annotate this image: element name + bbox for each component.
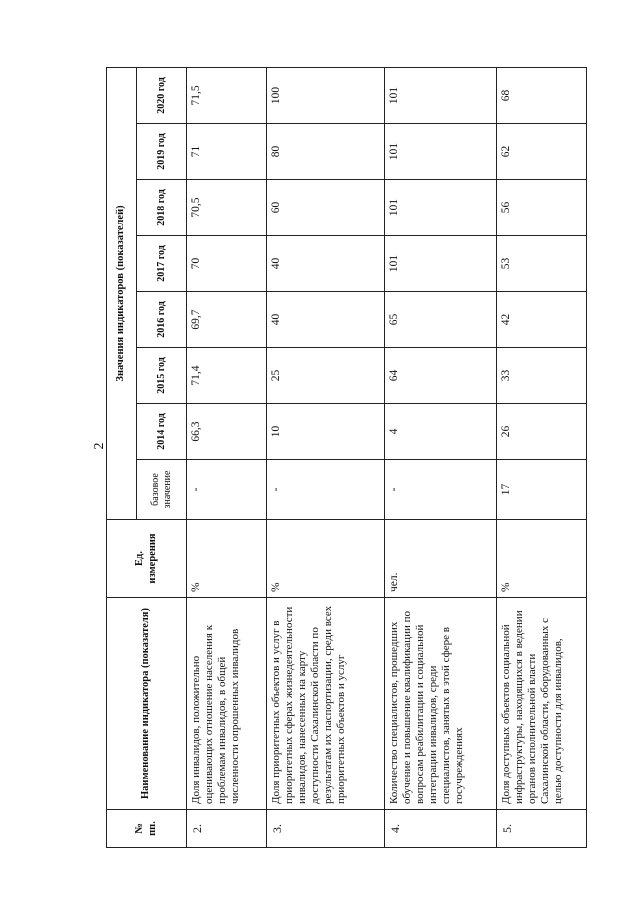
header-row-top [107, 67, 137, 847]
unit-cell: % [267, 520, 385, 598]
year-value: 65 [385, 292, 497, 348]
indicator-name: Доля инвалидов, положительно оценивающих отношение населения к проблемам инвалидов, в общей численности опрошенных инвалидов [187, 598, 267, 810]
year-value: 100 [267, 67, 385, 123]
table-row [267, 67, 385, 847]
indicator-name: Количество специалистов, прошедших обучение и повышение квалификации по вопросам реабилитации и социальной интеграции инвалидов, среди специалистов, занятых в этой сфере в госучреждениях [385, 598, 497, 810]
indicator-table [106, 67, 587, 848]
year-value: 53 [497, 236, 587, 292]
indicator-name: Доля доступных объектов социальной инфраструктуры, находящихся в ведении органов исполнительной власти Сахалинской области, оборудованных с целью доступности для инвалидов, [497, 598, 587, 810]
header-num: № пп. [107, 810, 187, 848]
year-value: 64 [385, 348, 497, 404]
header-year: 2016 год [137, 292, 187, 348]
year-value: 40 [267, 236, 385, 292]
year-value: 71 [187, 124, 267, 180]
year-value: 101 [385, 67, 497, 123]
year-value: 10 [267, 404, 385, 460]
header-year: 2017 год [137, 236, 187, 292]
base-value: 17 [497, 460, 587, 520]
header-unit: Ед. измерения [107, 520, 187, 598]
year-value: 60 [267, 180, 385, 236]
year-value: 42 [497, 292, 587, 348]
page-number: 2 [92, 442, 107, 450]
unit-cell: чел. [385, 520, 497, 598]
year-value: 70 [187, 236, 267, 292]
header-base: базовое значение [137, 460, 187, 520]
header-year: 2020 год [137, 67, 187, 123]
year-value: 33 [497, 348, 587, 404]
base-value: - [187, 460, 267, 520]
year-value: 70,5 [187, 180, 267, 236]
year-value: 4 [385, 404, 497, 460]
year-value: 56 [497, 180, 587, 236]
base-value: - [385, 460, 497, 520]
year-value: 101 [385, 124, 497, 180]
year-value: 71,5 [187, 67, 267, 123]
year-value: 80 [267, 124, 385, 180]
year-value: 66,3 [187, 404, 267, 460]
row-num: 5. [497, 810, 587, 848]
row-num: 2. [187, 810, 267, 848]
table-row [385, 67, 497, 847]
year-value: 26 [497, 404, 587, 460]
base-value: - [267, 460, 385, 520]
year-value: 71,4 [187, 348, 267, 404]
header-year: 2019 год [137, 124, 187, 180]
unit-cell: % [187, 520, 267, 598]
year-value: 25 [267, 348, 385, 404]
year-value: 62 [497, 124, 587, 180]
year-value: 101 [385, 180, 497, 236]
year-value: 101 [385, 236, 497, 292]
rotated-page-content [106, 68, 586, 848]
table-row [497, 67, 587, 847]
header-values-group: Значения индикаторов (показателей) [107, 67, 137, 519]
header-year: 2014 год [137, 404, 187, 460]
year-value: 68 [497, 67, 587, 123]
year-value: 69,7 [187, 292, 267, 348]
row-num: 3. [267, 810, 385, 848]
year-value: 40 [267, 292, 385, 348]
header-name: Наименование индикатора (показателя) [107, 598, 187, 810]
table-row [187, 67, 267, 847]
header-year: 2018 год [137, 180, 187, 236]
header-year: 2015 год [137, 348, 187, 404]
indicator-name: Доля приоритетных объектов и услуг в приоритетных сферах жизнедеятельности инвалидов, нанесенных на карту доступности Сахалинской области по результатам их паспортизации, среди всех приоритетных объектов и услуг [267, 598, 385, 810]
row-num: 4. [385, 810, 497, 848]
unit-cell: % [497, 520, 587, 598]
